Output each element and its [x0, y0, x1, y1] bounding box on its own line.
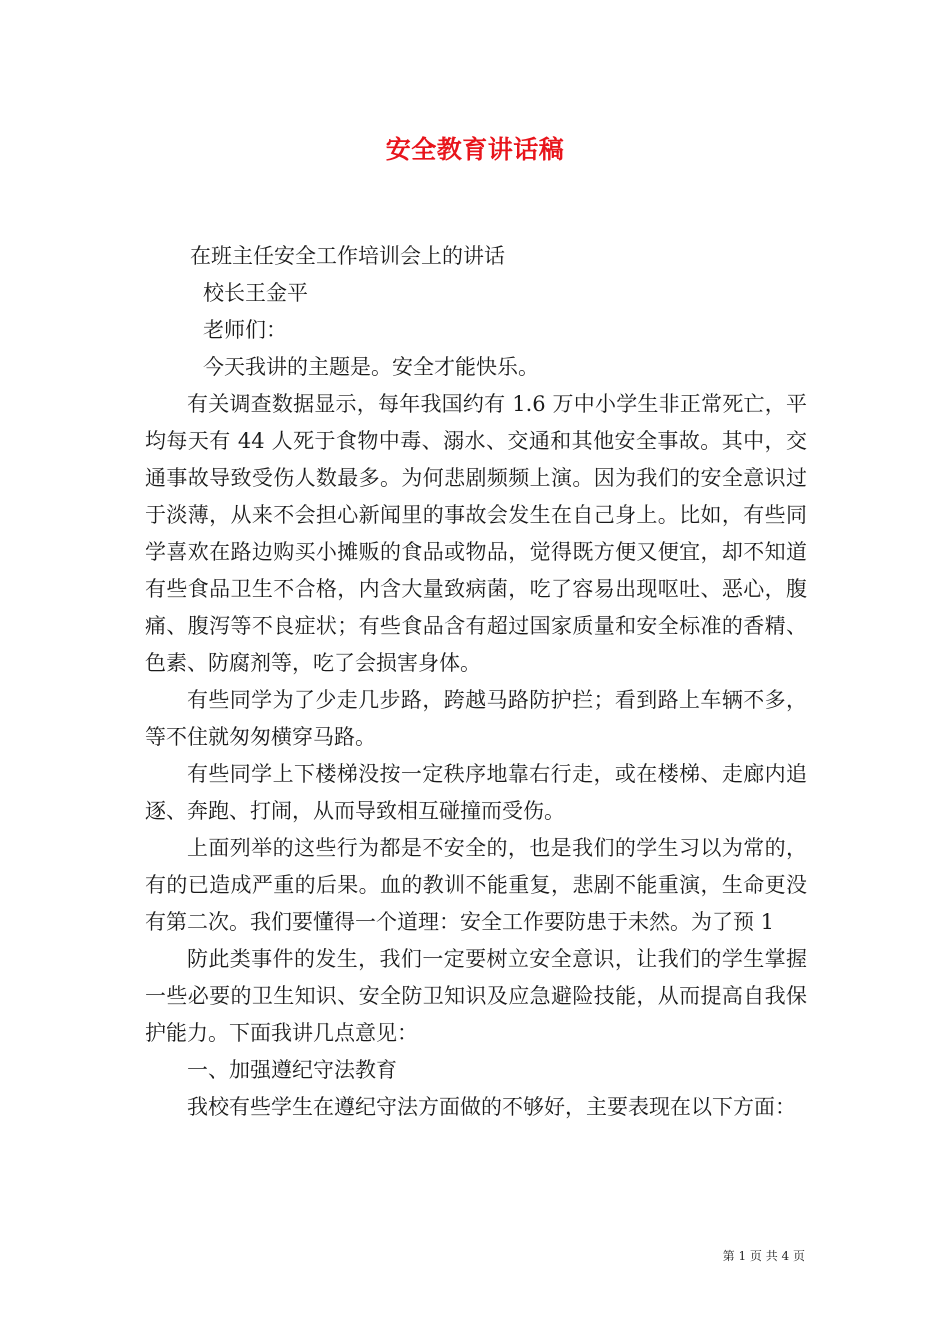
paragraph: 今天我讲的主题是。安全才能快乐。 — [203, 355, 539, 379]
paragraph: 有些同学为了少走几步路，跨越马路防护拦；看到路上车辆不多，等不住就匆匆横穿马路。 — [145, 688, 807, 749]
paragraph: 有些同学上下楼梯没按一定秩序地靠右行走，或在楼梯、走廊内追逐、奔跑、打闹，从而导致相互碰撞而受伤。 — [145, 762, 807, 823]
salutation: 老师们： — [203, 318, 287, 342]
paragraph: 上面列举的这些行为都是不安全的，也是我们的学生习以为常的，有的已造成严重的后果。血的教训不能重复，悲剧不能重演，生命更没有第二次。我们要懂得一个道理：安全工作要防患于未然。为了预 1 — [145, 836, 807, 934]
paragraph: 防此类事件的发生，我们一定要树立安全意识，让我们的学生掌握一些必要的卫生知识、安全防卫知识及应急避险技能，从而提高自我保护能力。下面我讲几点意见： — [145, 947, 807, 1045]
document-body — [145, 238, 807, 1126]
page-number-footer: 第 1 页 共 4 页 — [722, 1249, 805, 1263]
paragraph: 有关调查数据显示，每年我国约有 1.6 万中小学生非正常死亡，平均每天有 44 人死于食物中毒、溺水、交通和其他安全事故。其中，交通事故导致受伤人数最多。为何悲剧频频上演。因为我们的安全意识过于淡薄，从来不会担心新闻里的事故会发生在自己身上。比如，有些同学喜欢在路边购买小摊贩的食品或物品，觉得既方便又便宜，却不知道有些食品卫生不合格，内含大量致病菌，吃了容易出现呕吐、恶心，腹痛、腹泻等不良症状；有些食品含有超过国家质量和安全标准的香精、色素、防腐剂等，吃了会损害身体。 — [145, 392, 807, 675]
section-heading: 一、加强遵纪守法教育 — [187, 1058, 397, 1082]
paragraph: 我校有些学生在遵纪守法方面做的不够好，主要表现在以下方面： — [187, 1095, 796, 1119]
speaker-line: 校长王金平 — [203, 281, 308, 305]
speech-heading: 在班主任安全工作培训会上的讲话 — [190, 244, 505, 268]
document-title: 安全教育讲话稿 — [385, 135, 565, 164]
